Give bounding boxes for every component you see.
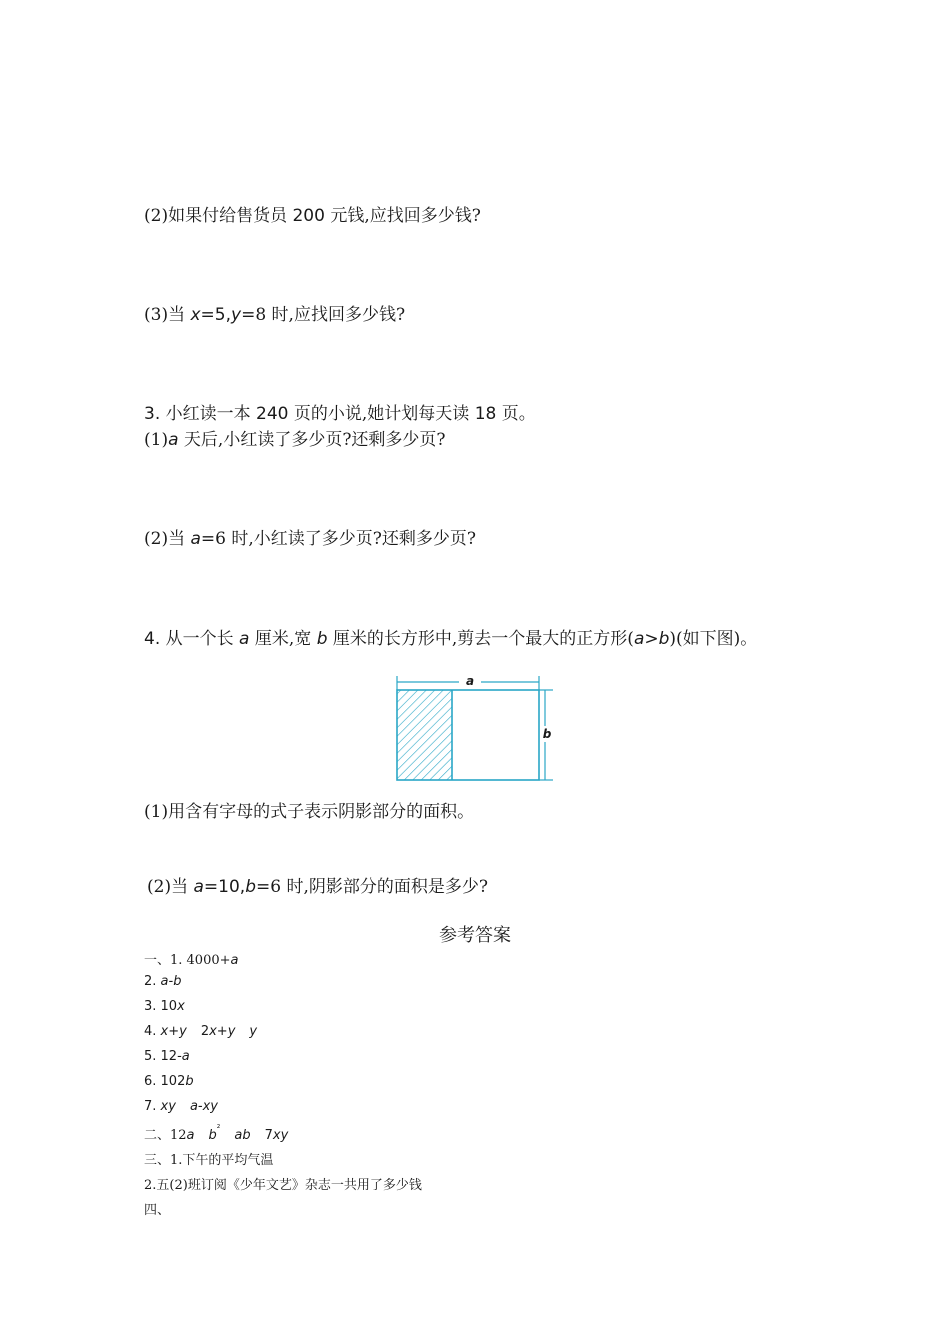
answer-line-1: 一、1. 4000+a bbox=[144, 953, 239, 968]
q4-part2: (2)当 a=10,b=6 时,阴影部分的面积是多少? bbox=[147, 877, 488, 897]
answer-line-9: 三、1.下午的平均气温 bbox=[144, 1153, 274, 1168]
answers-title: 参考答案 bbox=[439, 925, 511, 946]
q4-stem: 4. 从一个长 a 厘米,宽 b 厘米的长方形中,剪去一个最大的正方形(a>b)(如下图)。 bbox=[144, 629, 758, 649]
answer-line-10: 2.五(2)班订阅《少年文艺》杂志一共用了多少钱 bbox=[144, 1178, 422, 1193]
answer-line-7: 7. xy a-xy bbox=[144, 1099, 218, 1114]
answer-line-11: 四、 bbox=[144, 1203, 171, 1218]
label-b: b bbox=[542, 727, 552, 741]
answer-line-8: 二、12a $b^{^2}$ ab 7xy bbox=[144, 1124, 289, 1143]
answer-line-6: 6. 102b bbox=[144, 1074, 194, 1089]
shaded-square bbox=[397, 690, 452, 780]
answer-line-5: 5. 12-a bbox=[144, 1049, 190, 1064]
label-a: a bbox=[465, 674, 475, 688]
q3-stem: 3. 小红读一本 240 页的小说,她计划每天读 18 页。 bbox=[144, 404, 536, 424]
answer-line-2: 2. a-b bbox=[144, 974, 182, 989]
q2-part3: (3)当 x=5,y=8 时,应找回多少钱? bbox=[144, 305, 406, 325]
rectangle-figure bbox=[393, 672, 563, 784]
answer-line-3: 3. 10x bbox=[144, 999, 185, 1014]
answer-line-4: 4. x+y 2x+y y bbox=[144, 1024, 258, 1039]
q4-part1: (1)用含有字母的式子表示阴影部分的面积。 bbox=[144, 802, 475, 822]
q3-part2: (2)当 a=6 时,小红读了多少页?还剩多少页? bbox=[144, 529, 477, 549]
q2-part2: (2)如果付给售货员 200 元钱,应找回多少钱? bbox=[144, 206, 481, 226]
q3-part1: (1)a 天后,小红读了多少页?还剩多少页? bbox=[144, 430, 446, 450]
